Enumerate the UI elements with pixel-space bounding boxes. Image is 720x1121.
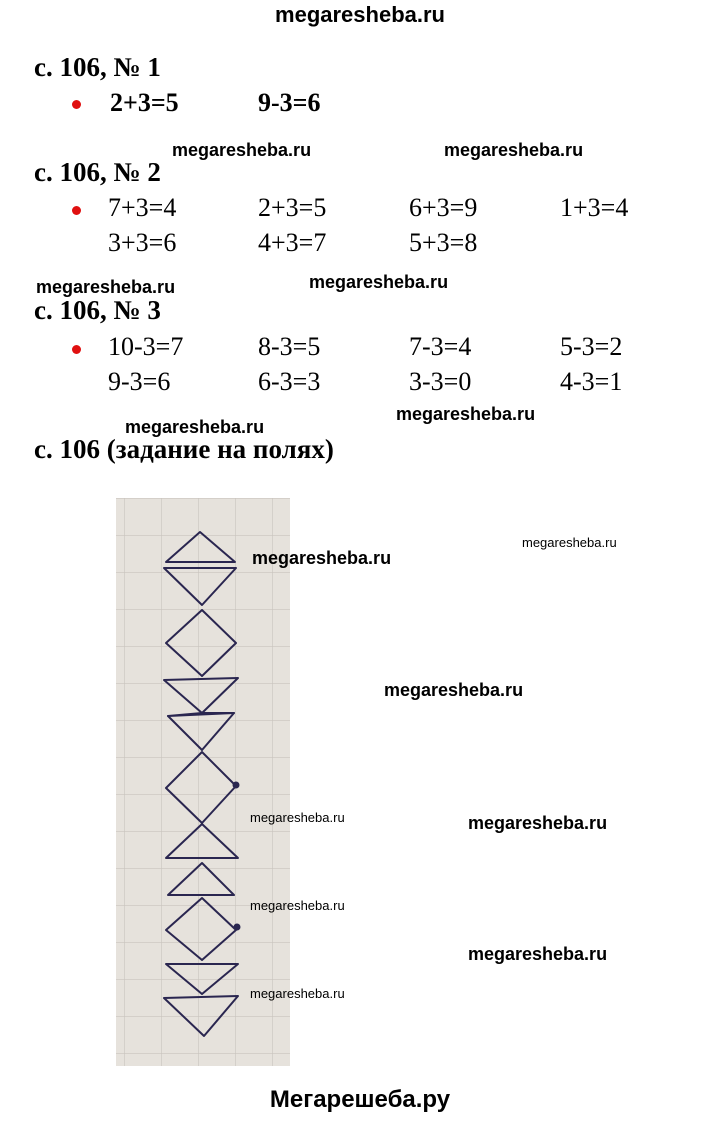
equation: 7-3=4 (409, 332, 472, 361)
bullet-icon (72, 206, 81, 215)
site-footer: Мегарешеба.ру (269, 1086, 451, 1113)
equation: 7+3=4 (108, 193, 177, 222)
equation: 4-3=1 (560, 367, 623, 396)
site-header: megaresheba.ru (275, 2, 445, 27)
watermark: megaresheba.ru (36, 277, 176, 297)
equation: 2+3=5 (258, 193, 327, 222)
grid-paper (116, 498, 290, 1066)
watermark: megaresheba.ru (468, 944, 608, 964)
equation: 1+3=4 (560, 193, 629, 222)
equation: 5-3=2 (560, 332, 623, 361)
equation: 6+3=9 (409, 193, 478, 222)
section-heading-3: с. 106, № 3 (34, 295, 161, 325)
section-heading-1: с. 106, № 1 (34, 52, 161, 82)
equation: 10-3=7 (108, 332, 184, 361)
watermark: megaresheba.ru (172, 140, 312, 160)
equation: 9-3=6 (258, 88, 321, 117)
watermark: megaresheba.ru (522, 535, 617, 550)
watermark: megaresheba.ru (250, 986, 345, 1001)
equation: 5+3=8 (409, 228, 478, 257)
watermark: megaresheba.ru (309, 272, 449, 292)
equation: 3+3=6 (108, 228, 177, 257)
watermark: megaresheba.ru (396, 404, 536, 424)
equation: 6-3=3 (258, 367, 321, 396)
watermark: megaresheba.ru (252, 548, 392, 568)
watermark: megaresheba.ru (125, 417, 265, 437)
watermark: megaresheba.ru (384, 680, 524, 700)
equation: 8-3=5 (258, 332, 321, 361)
bullet-icon (72, 345, 81, 354)
handwritten-pattern-photo (116, 498, 290, 1066)
watermark: megaresheba.ru (250, 898, 345, 913)
section-heading-2: с. 106, № 2 (34, 157, 161, 187)
watermark: megaresheba.ru (468, 813, 608, 833)
equation: 9-3=6 (108, 367, 171, 396)
equation: 2+3=5 (110, 88, 179, 117)
section-heading-4: с. 106 (задание на полях) (34, 434, 334, 464)
equation: 4+3=7 (258, 228, 327, 257)
watermark: megaresheba.ru (444, 140, 584, 160)
equation: 3-3=0 (409, 367, 472, 396)
watermark: megaresheba.ru (250, 810, 345, 825)
bullet-icon (72, 100, 81, 109)
